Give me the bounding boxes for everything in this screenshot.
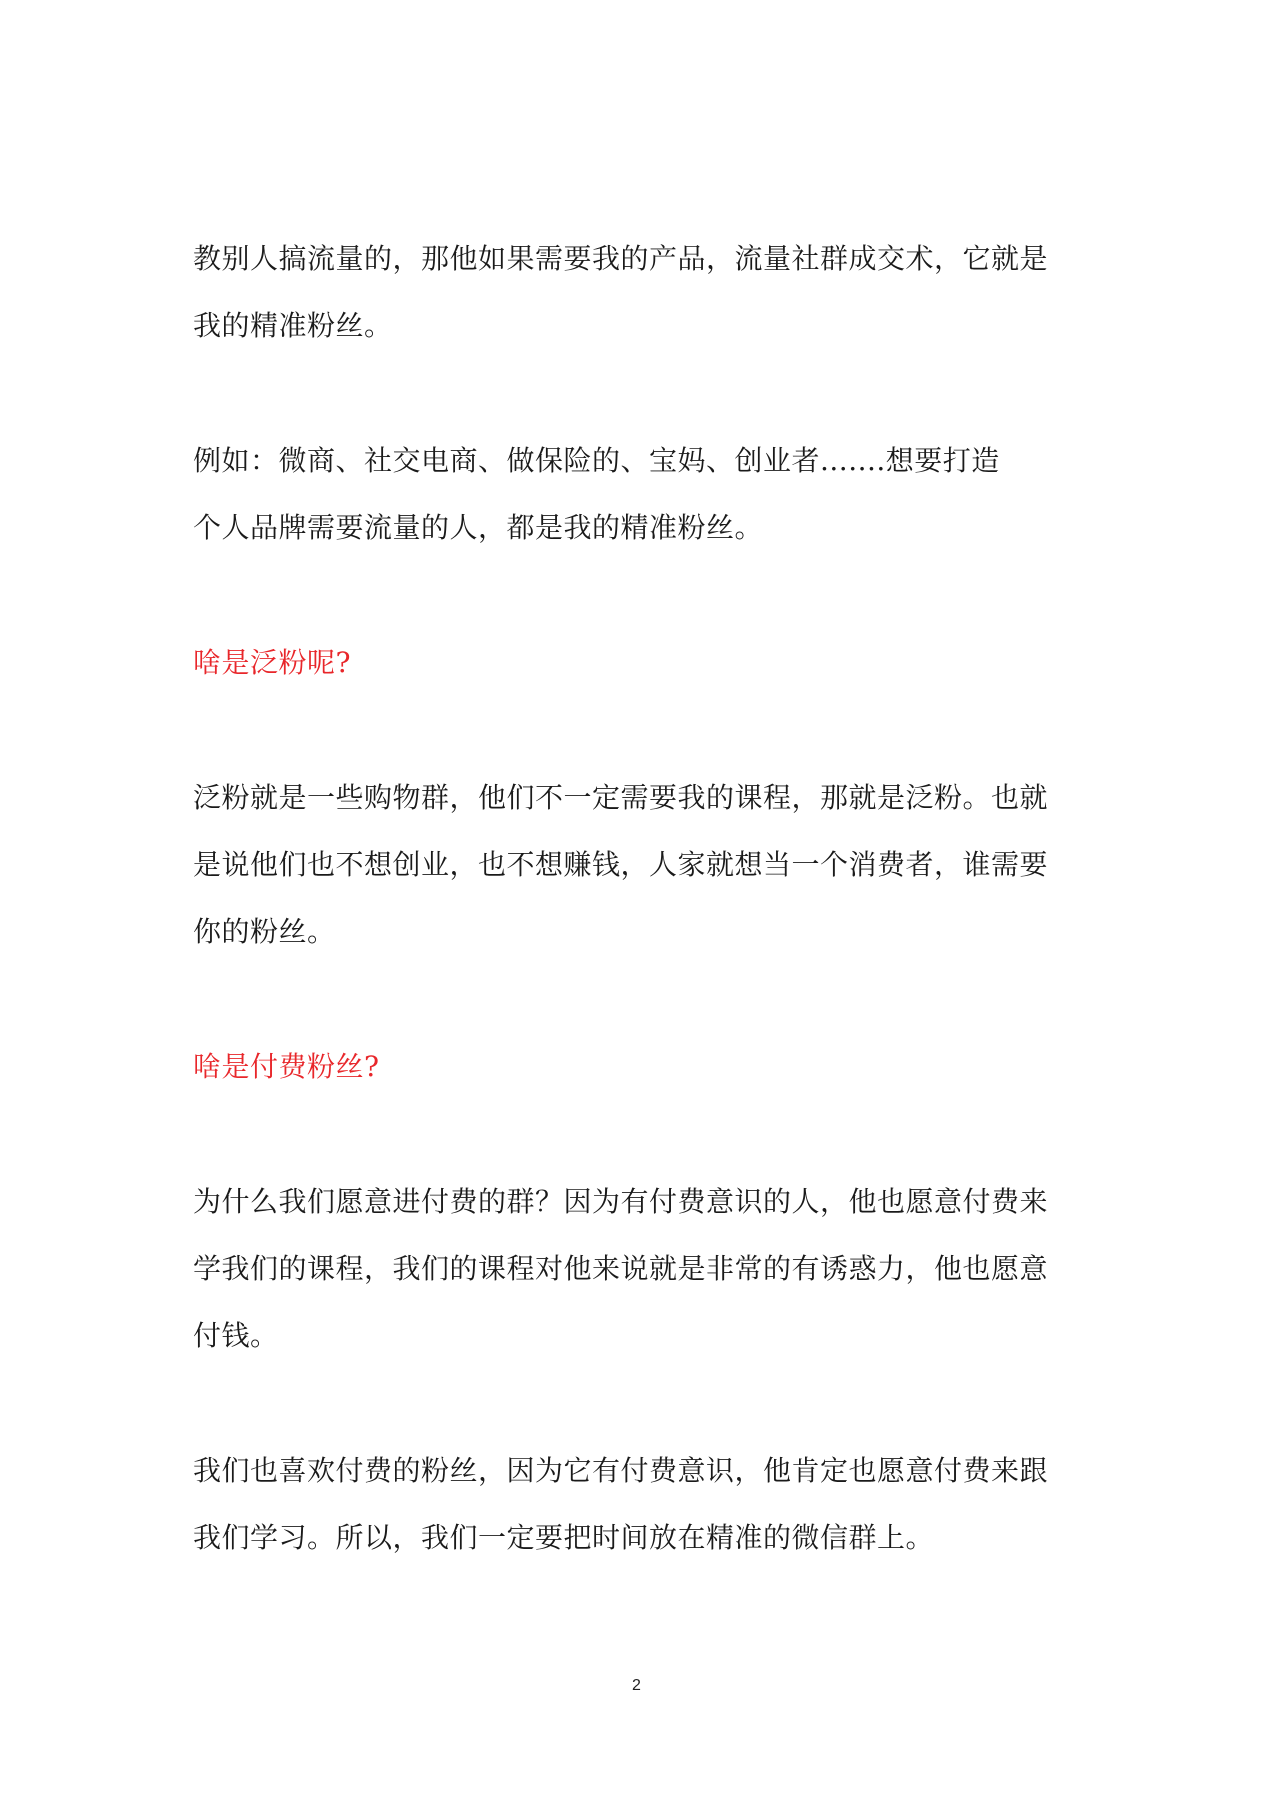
page-number: 2 <box>632 1677 641 1694</box>
text-line: 例如：微商、社交电商、做保险的、宝妈、创业者.......想要打造 <box>193 444 1000 477</box>
paragraph-paid-fans-conclusion <box>193 1437 1093 1571</box>
paragraph-paid-groups <box>193 1168 1093 1369</box>
text-line: 付钱。 <box>193 1319 279 1352</box>
paragraph-general-fans <box>193 764 1093 965</box>
text-line: 泛粉就是一些购物群，他们不一定需要我的课程，那就是泛粉。也就 <box>193 781 1049 814</box>
text-line: 教别人搞流量的，那他如果需要我的产品，流量社群成交术，它就是 <box>193 242 1049 275</box>
paragraph-examples <box>193 427 1093 561</box>
text-line: 我们学习。所以，我们一定要把时间放在精准的微信群上。 <box>193 1521 935 1554</box>
text-line: 是说他们也不想创业，也不想赚钱，人家就想当一个消费者，谁需要 <box>193 848 1049 881</box>
heading-paid-fans: 啥是付费粉丝? <box>193 1050 380 1083</box>
text-line: 我的精准粉丝。 <box>193 309 393 342</box>
text-line: 学我们的课程，我们的课程对他来说就是非常的有诱惑力，他也愿意 <box>193 1252 1049 1285</box>
document-body <box>193 225 1093 1639</box>
text-line: 个人品牌需要流量的人，都是我的精准粉丝。 <box>193 511 764 544</box>
text-line: 你的粉丝。 <box>193 915 336 948</box>
paragraph-precise-fans <box>193 225 1093 359</box>
text-line: 我们也喜欢付费的粉丝，因为它有付费意识，他肯定也愿意付费来跟 <box>193 1454 1049 1487</box>
text-line: 为什么我们愿意进付费的群？因为有付费意识的人，他也愿意付费来 <box>193 1185 1049 1218</box>
heading-general-fans: 啥是泛粉呢? <box>193 646 352 679</box>
